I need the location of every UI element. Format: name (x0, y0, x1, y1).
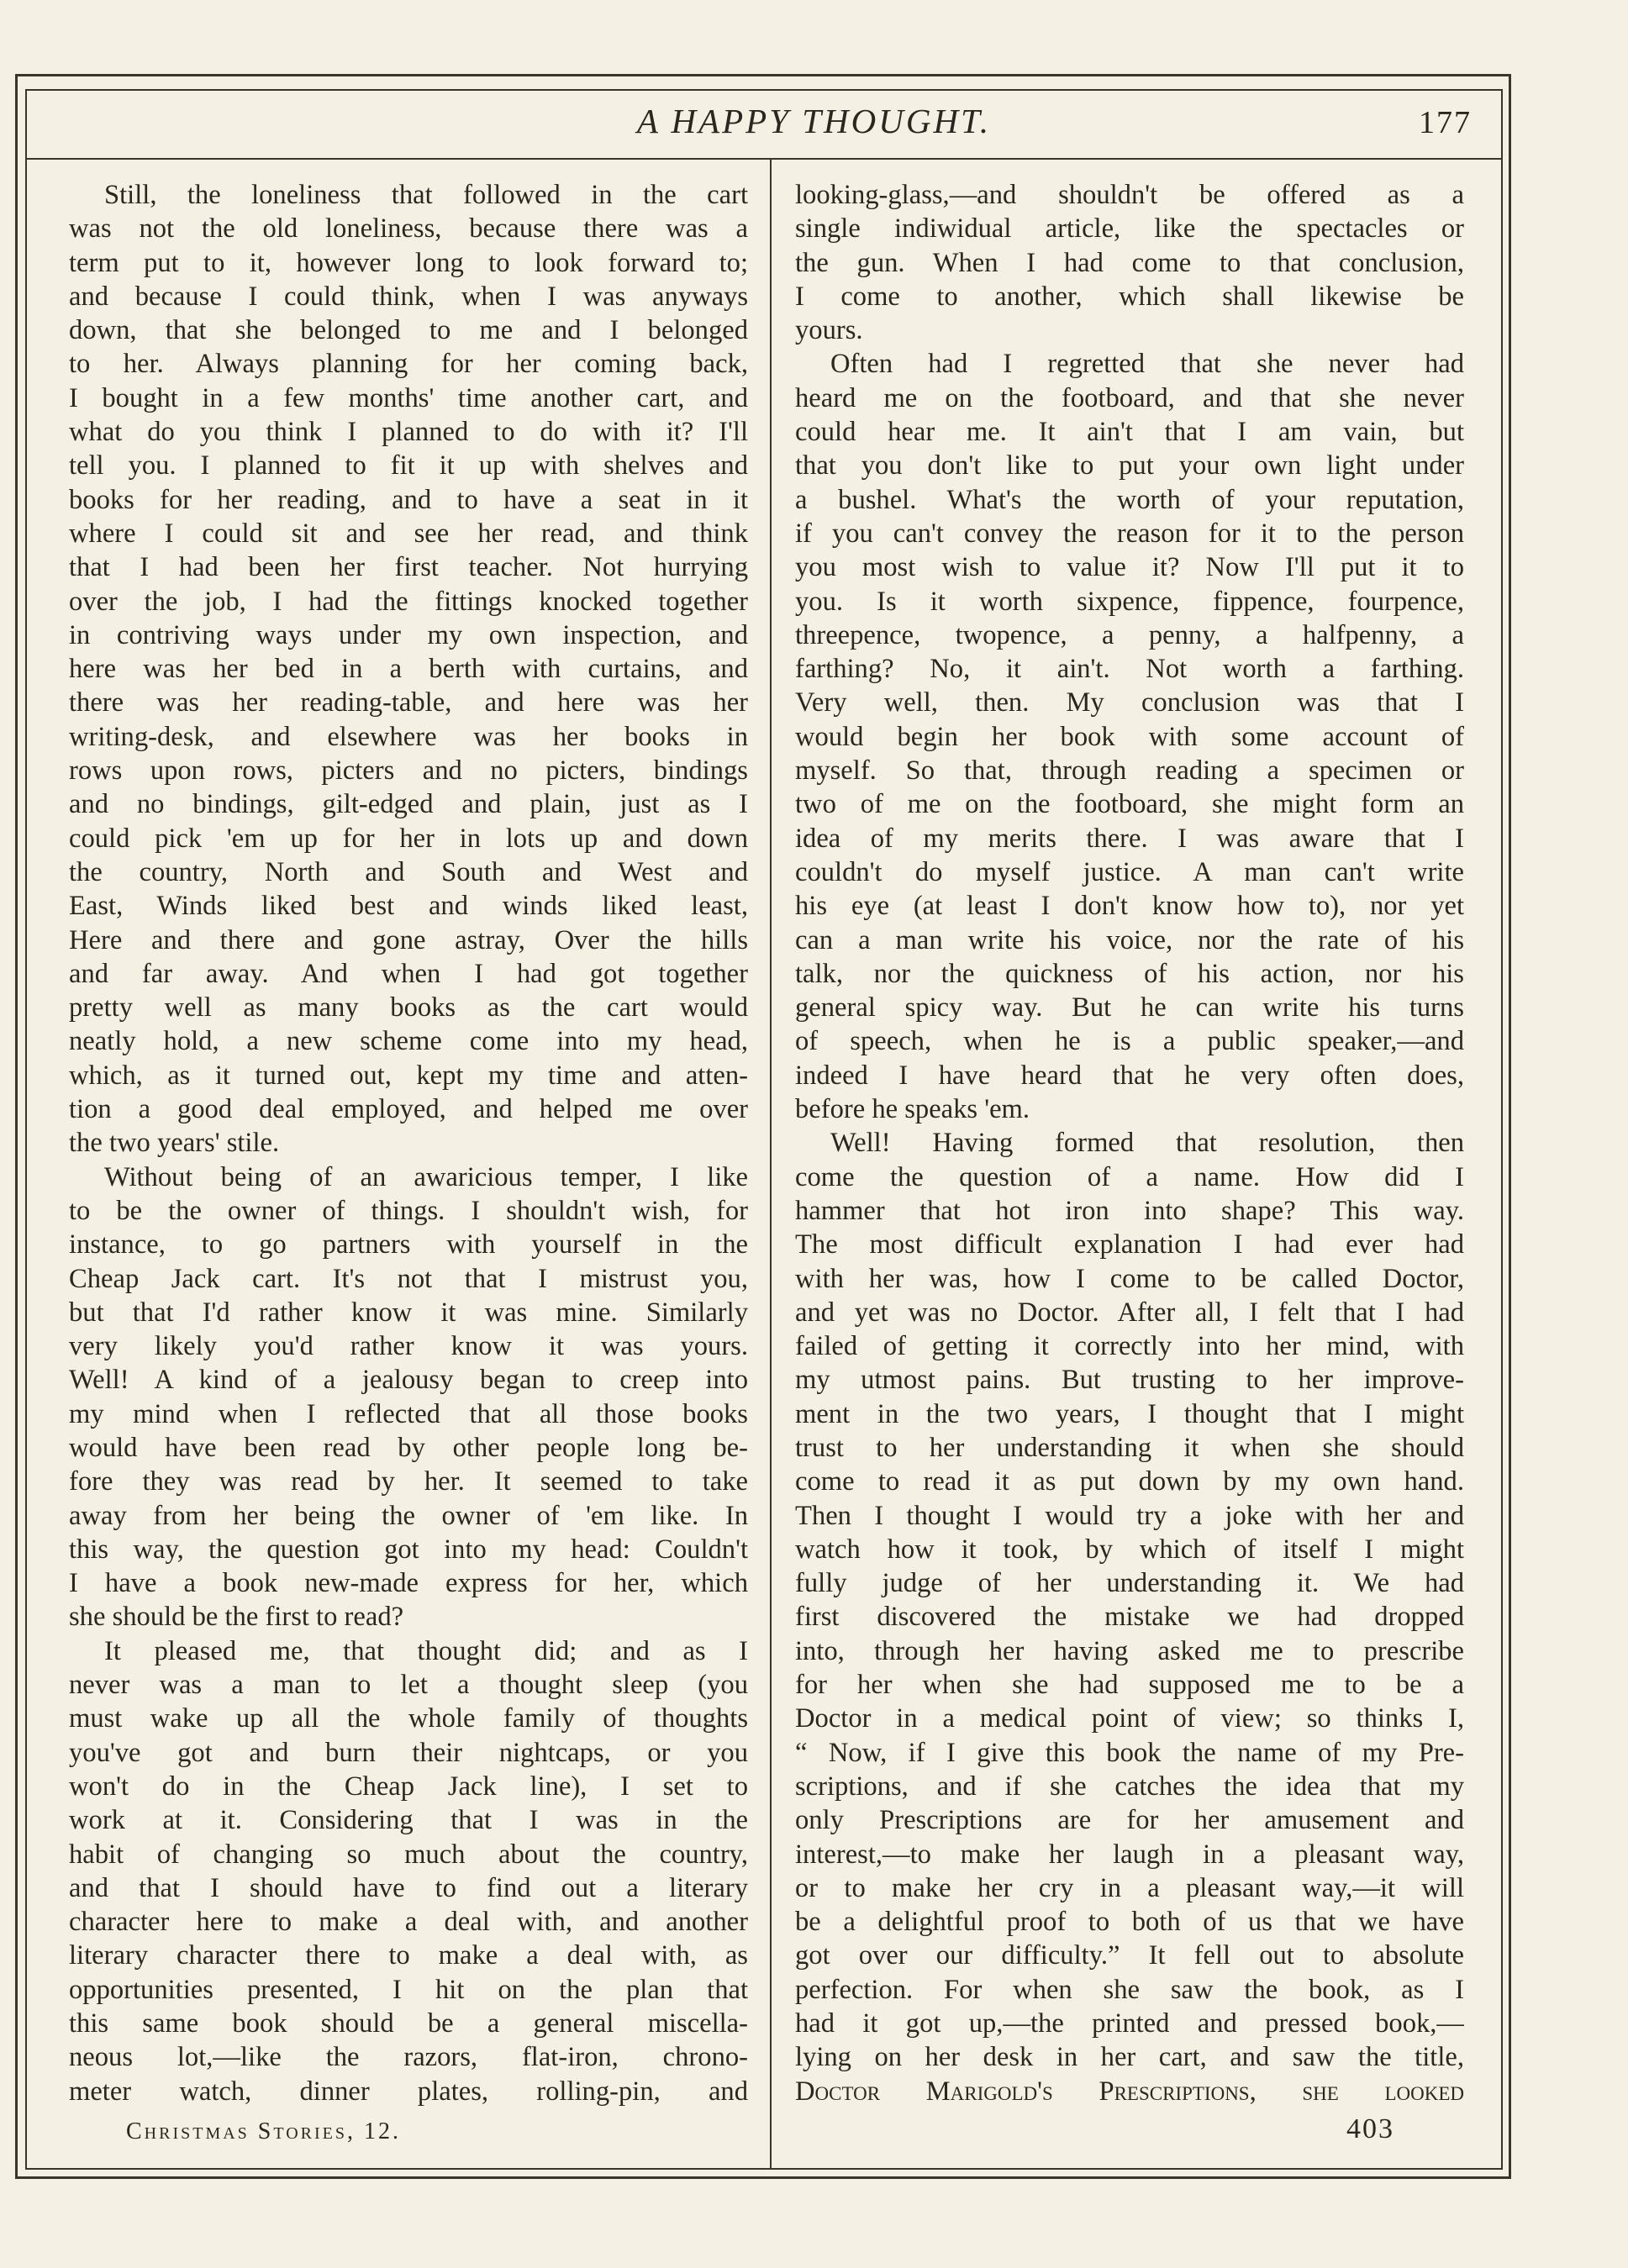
text-line: scriptions, and if she catches the idea that my (795, 1771, 1464, 1802)
text-line: two of me on the footboard, she might form an (795, 789, 1464, 820)
outer-border-right (1509, 74, 1511, 2178)
text-line: Without being of an awaricious temper, I like (104, 1161, 748, 1192)
outer-border-left (15, 74, 18, 2178)
text-line: East, Winds liked best and winds liked least, (69, 891, 748, 922)
inner-border-left (25, 89, 27, 2170)
text-line: ment in the two years, I thought that I might (795, 1398, 1464, 1429)
text-line: if you can't convey the reason for it to the person (795, 518, 1464, 549)
text-line: Then I thought I would try a joke with her and (795, 1500, 1464, 1531)
text-line: this same book should be a general miscella- (69, 2008, 748, 2039)
text-line: rows upon rows, picters and no picters, bindings (69, 755, 748, 787)
text-line: looking-glass,—and shouldn't be offered as a (795, 180, 1464, 210)
signature-mark: Christmas Stories, 12. (126, 2118, 402, 2144)
text-line: couldn't do myself justice. A man can't write (795, 856, 1464, 887)
text-line: neatly hold, a new scheme come into my head, (69, 1026, 748, 1057)
text-line: won't do in the Cheap Jack line), I set to (69, 1771, 748, 1802)
text-line: and that I should have to find out a literary (69, 1872, 748, 1903)
text-line: there was her reading-table, and here was her (69, 687, 748, 718)
text-line: heard me on the footboard, and that she never (795, 382, 1464, 413)
text-line: before he speaks 'em. (795, 1094, 1030, 1125)
text-line: the country, North and South and West and (69, 856, 748, 887)
text-line: for her when she had supposed me to be a (795, 1670, 1464, 1701)
left-text-column (69, 178, 748, 2108)
text-line: failed of getting it correctly into her mind, with (795, 1331, 1464, 1362)
text-line: I have a book new-made express for her, which (69, 1568, 748, 1599)
text-line: interest,—to make her laugh in a pleasant way, (795, 1839, 1464, 1870)
text-line: neous lot,—like the razors, flat-iron, chrono- (69, 2042, 748, 2073)
text-line: could hear me. It ain't that I am vain, but (795, 417, 1464, 448)
text-line: you've got and burn their nightcaps, or you (69, 1737, 748, 1768)
text-line: writing-desk, and elsewhere was her books in (69, 721, 748, 752)
text-line: and because I could think, when I was anyways (69, 281, 748, 312)
text-line: the gun. When I had come to that conclusion, (795, 247, 1464, 278)
text-line: Doctor in a medical point of view; so thinks I, (795, 1703, 1464, 1734)
text-line: his eye (at least I don't know how to), nor yet (795, 891, 1464, 922)
text-line: trust to her understanding it when she should (795, 1432, 1464, 1463)
right-text-column (795, 178, 1464, 2108)
text-line: The most difficult explanation I had ever had (795, 1229, 1464, 1260)
text-line: would have been read by other people long be- (69, 1432, 748, 1463)
text-line: talk, nor the quickness of his action, nor his (795, 958, 1464, 989)
text-line: the two years' stile. (69, 1128, 280, 1159)
text-line: pretty well as many books as the cart would (69, 992, 748, 1023)
text-line: where I could sit and see her read, and think (69, 518, 748, 549)
text-line: could pick 'em up for her in lots up and down (69, 823, 748, 854)
text-line: was not the old loneliness, because there was a (69, 213, 748, 245)
text-line: to be the owner of things. I shouldn't wish, for (69, 1195, 748, 1226)
text-line: tell you. I planned to fit it up with shelves and (69, 450, 748, 481)
text-line: you. Is it worth sixpence, fippence, fourpence, (795, 586, 1464, 617)
text-line: hammer that hot iron into shape? This way. (795, 1195, 1464, 1226)
text-line: must wake up all the whole family of thoughts (69, 1703, 748, 1734)
text-line: farthing? No, it ain't. Not worth a farthing. (795, 654, 1464, 685)
text-line: can a man write his voice, nor the rate of his (795, 924, 1464, 955)
text-line: come to read it as put down by my own hand. (795, 1466, 1464, 1497)
text-line: tion a good deal employed, and helped me over (69, 1094, 748, 1125)
text-line: and yet was no Doctor. After all, I felt that I had (795, 1297, 1464, 1328)
text-line: which, as it turned out, kept my time and atten- (69, 1060, 748, 1091)
text-line: first discovered the mistake we had dropped (795, 1602, 1464, 1633)
text-line: to her. Always planning for her coming back, (69, 349, 748, 380)
text-line: over the job, I had the fittings knocked together (69, 586, 748, 617)
text-line: Well! Having formed that resolution, then (830, 1128, 1464, 1159)
text-line: Well! A kind of a jealousy began to creep into (69, 1365, 748, 1396)
text-line: I bought in a few months' time another cart, and (69, 382, 748, 413)
text-line: she should be the first to read? (69, 1602, 404, 1633)
bottom-rule-outer (15, 2176, 1511, 2179)
text-line: down, that she belonged to me and I belonged (69, 315, 748, 346)
text-line: books for her reading, and to have a seat in it (69, 484, 748, 515)
text-line: work at it. Considering that I was in the (69, 1805, 748, 1836)
text-line: be a delightful proof to both of us that we have (795, 1907, 1464, 1938)
text-line: my utmost pains. But trusting to her improve- (795, 1365, 1464, 1396)
inner-border-right (1501, 89, 1503, 2170)
text-line: term put to it, however long to look forward to; (69, 247, 748, 278)
text-line: a bushel. What's the worth of your reputation, (795, 484, 1464, 515)
text-line: never was a man to let a thought sleep (you (69, 1670, 748, 1701)
text-line: Doctor Marigold's Prescriptions, she looked (795, 2076, 1464, 2107)
text-line: habit of changing so much about the country, (69, 1839, 748, 1870)
text-line: you most wish to value it? Now I'll put it to (795, 552, 1464, 583)
text-line: Still, the loneliness that followed in the cart (104, 180, 748, 210)
text-line: perfection. For when she saw the book, as I (795, 1974, 1464, 2005)
text-line: what do you think I planned to do with it? I'll (69, 417, 748, 448)
text-line: come the question of a name. How did I (795, 1161, 1464, 1192)
text-line: opportunities presented, I hit on the plan that (69, 1974, 748, 2005)
folio-number: 403 (1346, 2113, 1394, 2144)
text-line: watch how it took, by which of itself I might (795, 1534, 1464, 1565)
text-line: here was her bed in a berth with curtains, and (69, 654, 748, 685)
text-line: away from her being the owner of 'em like. In (69, 1500, 748, 1531)
text-line: into, through her having asked me to prescribe (795, 1635, 1464, 1666)
text-line: and far away. And when I had got together (69, 958, 748, 989)
text-line: “ Now, if I give this book the name of my Pre- (795, 1737, 1464, 1768)
text-line: this way, the question got into my head: Couldn't (69, 1534, 748, 1565)
text-line: or to make her cry in a pleasant way,—it will (795, 1872, 1464, 1903)
text-line: would begin her book with some account of (795, 721, 1464, 752)
text-line: had it got up,—the printed and pressed book,— (795, 2008, 1464, 2039)
text-line: general spicy way. But he can write his turns (795, 992, 1464, 1023)
text-line: in contriving ways under my own inspection, and (69, 619, 748, 650)
text-line: single indiwidual article, like the spectacles or (795, 213, 1464, 245)
column-divider (770, 160, 772, 2170)
text-line: idea of my merits there. I was aware that I (795, 823, 1464, 854)
text-line: only Prescriptions are for her amusement and (795, 1805, 1464, 1836)
text-line: fully judge of her understanding it. We had (795, 1568, 1464, 1599)
header-rule (25, 158, 1503, 160)
page-number: 177 (1419, 105, 1472, 140)
text-line: It pleased me, that thought did; and as I (104, 1635, 748, 1666)
text-line: lying on her desk in her cart, and saw the title, (795, 2042, 1464, 2073)
text-line: character here to make a deal with, and another (69, 1907, 748, 1938)
text-line: yours. (795, 315, 863, 346)
text-line: got over our difficulty.” It fell out to absolute (795, 1940, 1464, 1971)
text-line: Here and there and gone astray, Over the hills (69, 924, 748, 955)
text-line: threepence, twopence, a penny, a halfpenny, a (795, 619, 1464, 650)
text-line: I come to another, which shall likewise be (795, 281, 1464, 312)
text-line: with her was, how I come to be called Doctor, (795, 1263, 1464, 1294)
text-line: my mind when I reflected that all those books (69, 1398, 748, 1429)
text-line: literary character there to make a deal with, as (69, 1940, 748, 1971)
text-line: meter watch, dinner plates, rolling-pin, and (69, 2076, 748, 2107)
text-line: that I had been her first teacher. Not hurrying (69, 552, 748, 583)
text-line: of speech, when he is a public speaker,—and (795, 1026, 1464, 1057)
inner-border-top (25, 89, 1503, 91)
outer-border-top (15, 74, 1511, 76)
text-line: Often had I regretted that she never had (830, 349, 1464, 380)
text-line: indeed I have heard that he very often does, (795, 1060, 1464, 1091)
text-line: very likely you'd rather know it was yours. (69, 1331, 748, 1362)
bottom-rule-inner (25, 2168, 1503, 2170)
text-line: but that I'd rather know it was mine. Similarly (69, 1297, 748, 1328)
text-line: Cheap Jack cart. It's not that I mistrust you, (69, 1263, 748, 1294)
text-line: Very well, then. My conclusion was that I (795, 687, 1464, 718)
text-line: that you don't like to put your own light under (795, 450, 1464, 481)
text-line: and no bindings, gilt-edged and plain, just as I (69, 789, 748, 820)
running-title: A HAPPY THOUGHT. (636, 102, 992, 140)
text-line: fore they was read by her. It seemed to take (69, 1466, 748, 1497)
text-line: instance, to go partners with yourself in the (69, 1229, 748, 1260)
text-line: myself. So that, through reading a specimen or (795, 755, 1464, 787)
